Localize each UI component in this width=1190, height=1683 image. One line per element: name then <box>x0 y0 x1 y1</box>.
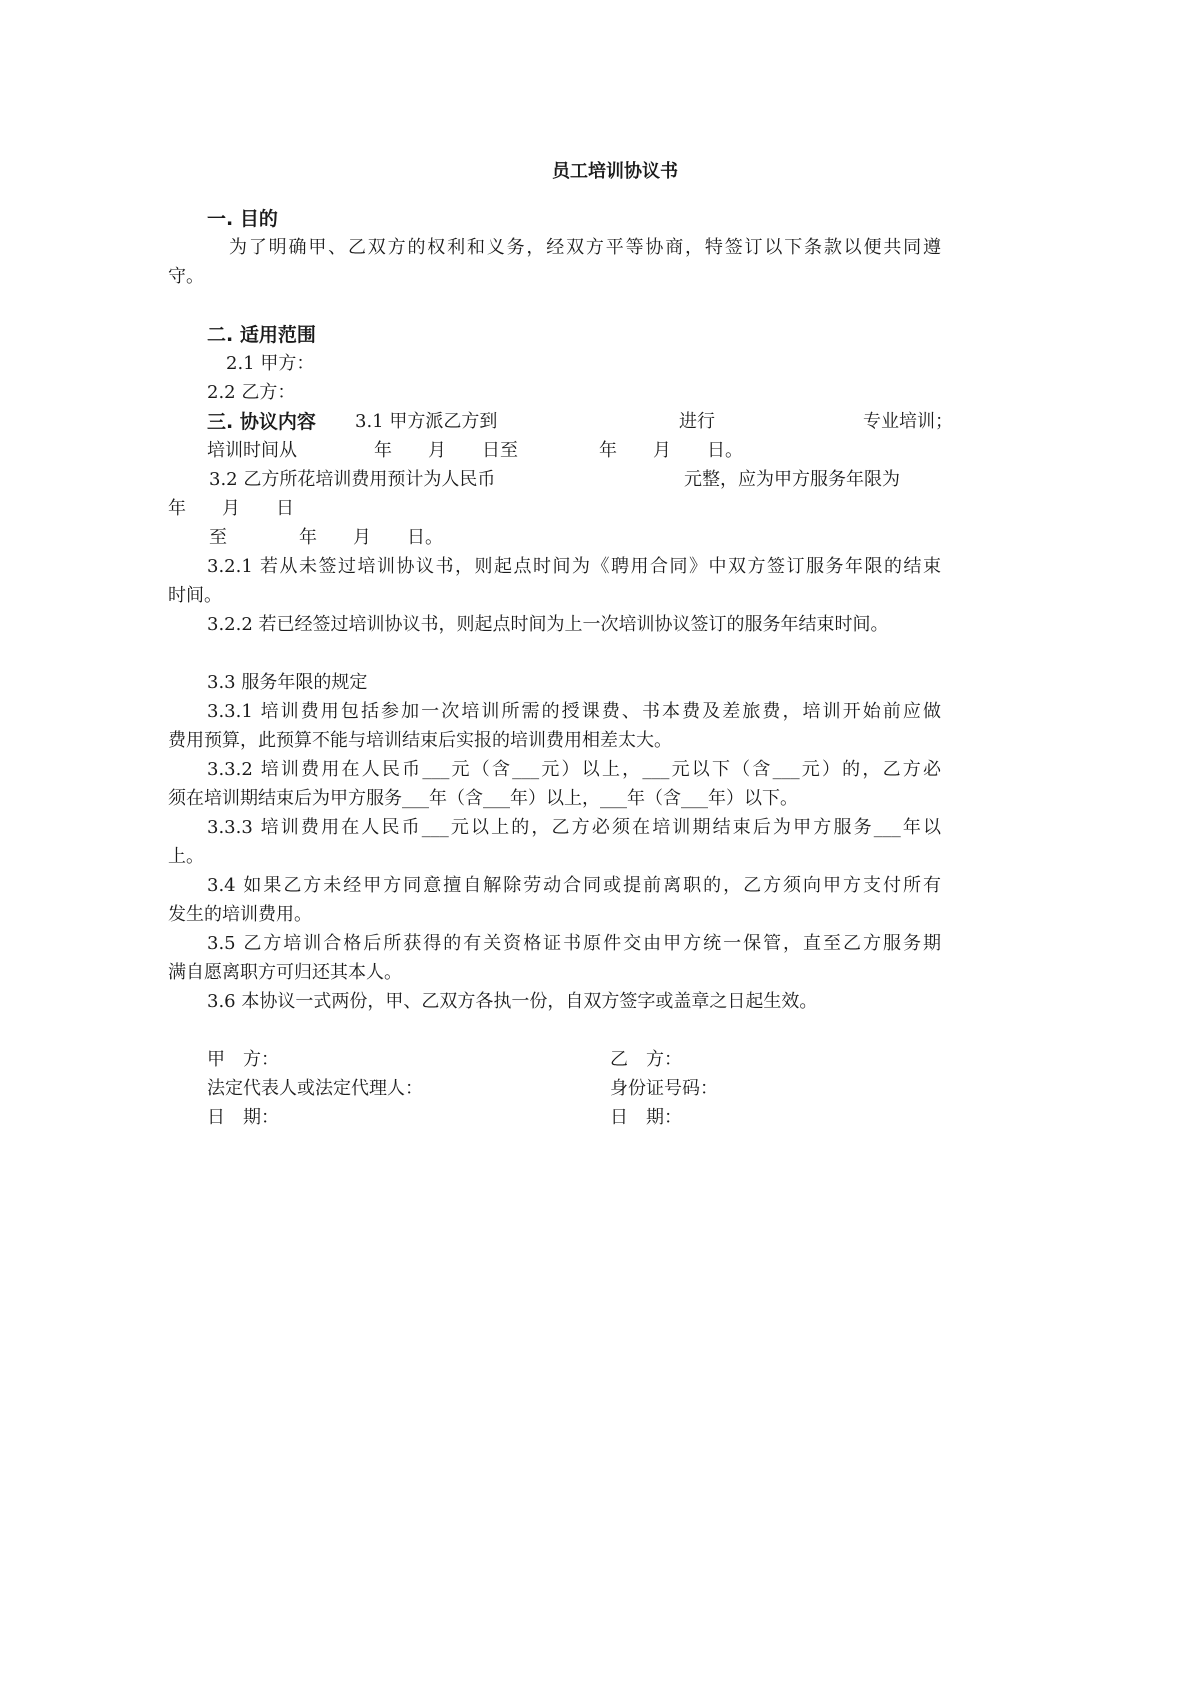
signature-party-b-id-number: 身份证号码： <box>610 1078 718 1099</box>
item-3-4-line-1: 3.4 如果乙方未经甲方同意擅自解除劳动合同或提前离职的，乙方须向甲方支付所有 <box>207 875 941 896</box>
section-3-heading: 三. 协议内容 <box>207 411 316 433</box>
signature-party-b: 乙 方： <box>610 1049 682 1070</box>
item-3-2-2: 3.2.2 若已经签过培训协议书，则起点时间为上一次培训协议签订的服务年结束时间。 <box>207 614 889 635</box>
section-1-paragraph-line-2: 守。 <box>168 266 204 287</box>
item-3-2-service-term-label: 元整，应为甲方服务年限为 <box>684 469 900 490</box>
section-1-paragraph-line-1: 为了明确甲、乙双方的权利和义务，经双方平等协商，特签订以下条款以便共同遵 <box>229 237 941 258</box>
section-2-heading: 二. 适用范围 <box>207 324 316 346</box>
item-3-2-service-end-date: 至 年 月 日。 <box>209 527 443 548</box>
item-3-3-2-line-2: 须在培训期结束后为甲方服务___年（含___年）以上，___年（含___年）以下。 <box>168 788 798 809</box>
item-3-5-line-2: 满自愿离职方可归还其本人。 <box>168 962 402 983</box>
training-start-date: 年 月 日至 <box>374 440 518 461</box>
item-3-3-2-line-1: 3.3.2 培训费用在人民币___元（含___元）以上，___元以下（含___元）的，乙方必 <box>207 759 941 780</box>
item-3-5-line-1: 3.5 乙方培训合格后所获得的有关资格证书原件交由甲方统一保管，直至乙方服务期 <box>207 933 941 954</box>
signature-party-a-date: 日 期： <box>207 1107 279 1128</box>
item-3-2-1-line-2: 时间。 <box>168 585 222 606</box>
item-3-1-training-location: 3.1 甲方派乙方到 <box>355 411 498 432</box>
section-1-heading: 一. 目的 <box>207 208 278 230</box>
item-2-1-party-a: 2.1 甲方： <box>226 353 315 374</box>
item-3-2-1-line-1: 3.2.1 若从未签过培训协议书，则起点时间为《聘用合同》中双方签订服务年限的结束 <box>207 556 941 577</box>
signature-party-a: 甲 方： <box>207 1049 279 1070</box>
item-3-3-heading: 3.3 服务年限的规定 <box>207 672 368 693</box>
item-3-6: 3.6 本协议一式两份，甲、乙双方各执一份，自双方签字或盖章之日起生效。 <box>207 991 818 1012</box>
document-title: 员工培训协议书 <box>552 161 678 182</box>
item-3-1-conduct: 进行 <box>679 411 715 432</box>
item-3-3-1-line-2: 费用预算，此预算不能与培训结束后实报的培训费用相差太大。 <box>168 730 672 751</box>
signature-party-a-representative: 法定代表人或法定代理人： <box>207 1078 423 1099</box>
item-3-4-line-2: 发生的培训费用。 <box>168 904 312 925</box>
item-3-3-1-line-1: 3.3.1 培训费用包括参加一次培训所需的授课费、书本费及差旅费，培训开始前应做 <box>207 701 941 722</box>
signature-party-b-date: 日 期： <box>610 1107 682 1128</box>
item-3-3-3-line-2: 上。 <box>168 846 204 867</box>
item-3-3-3-line-1: 3.3.3 培训费用在人民币___元以上的，乙方必须在培训期结束后为甲方服务___年以 <box>207 817 941 838</box>
training-time-from-label: 培训时间从 <box>207 440 297 461</box>
item-3-1-professional-training: 专业培训； <box>863 411 953 432</box>
item-2-2-party-b: 2.2 乙方： <box>207 382 296 403</box>
item-3-2-training-fee: 3.2 乙方所花培训费用预计为人民币 <box>209 469 496 490</box>
item-3-2-service-start-date: 年 月 日 <box>168 498 294 519</box>
training-end-date: 年 月 日。 <box>599 440 743 461</box>
